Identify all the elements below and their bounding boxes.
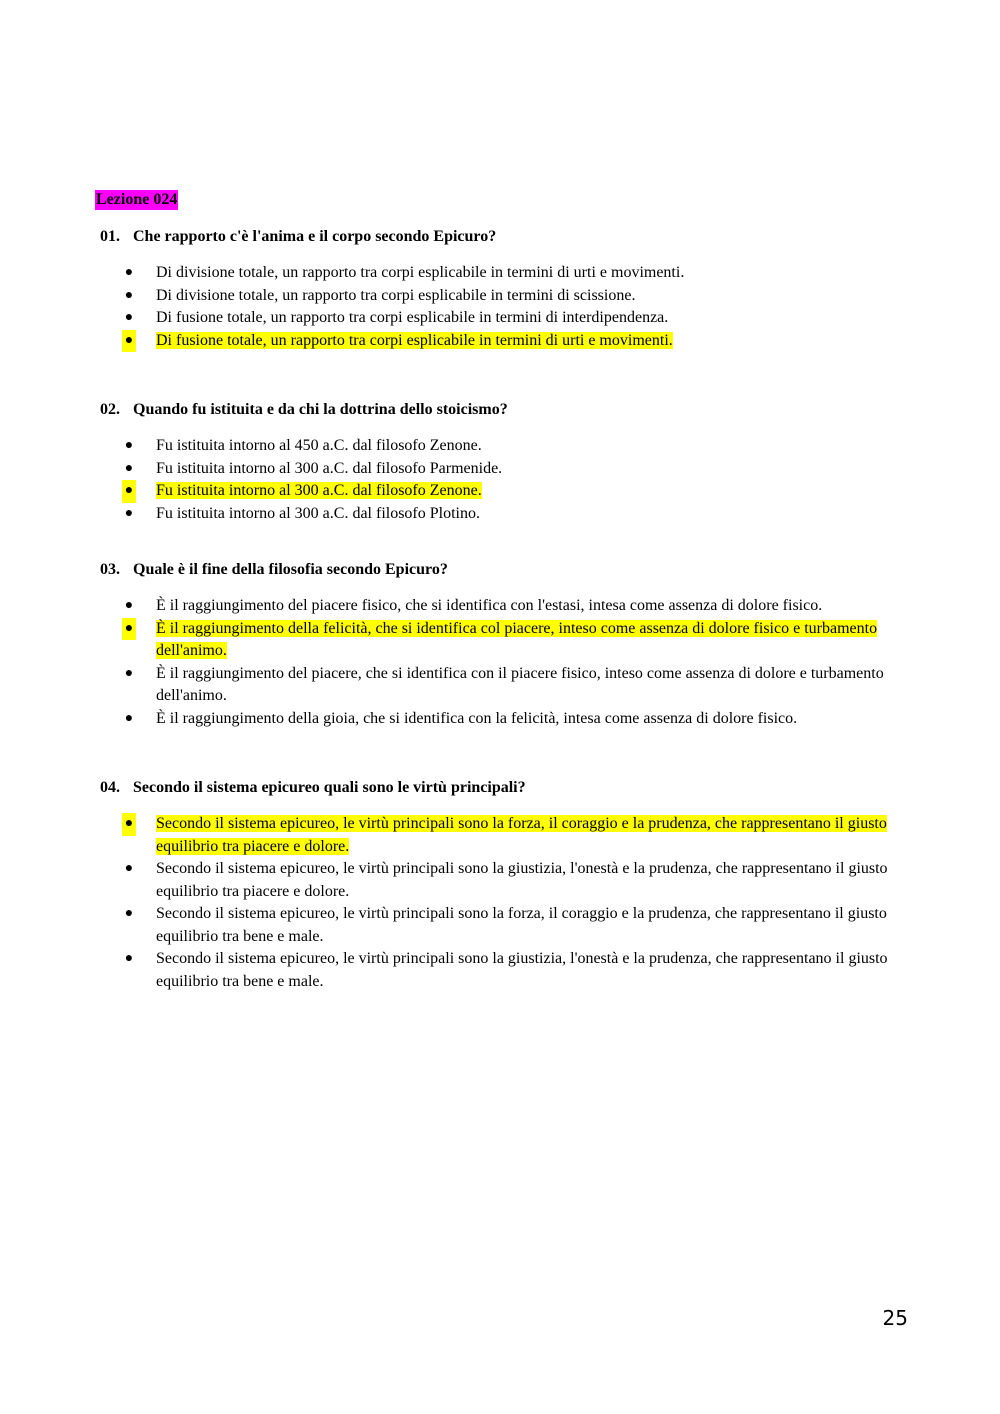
answer-item: [100, 503, 890, 526]
bullet-icon: ●: [122, 330, 136, 353]
question-block: [100, 399, 890, 525]
answer-item: [100, 307, 890, 330]
bullet-icon: ●: [124, 906, 134, 921]
bullet-icon: ●: [124, 598, 134, 613]
page-number: 25: [882, 1306, 908, 1330]
answer-list: [100, 813, 890, 993]
question-number: 01.: [100, 228, 120, 245]
answer-text: Di fusione totale, un rapporto tra corpi esplicabile in termini di interdipendenza.: [156, 309, 669, 326]
question-block: [100, 559, 890, 730]
question-text: Secondo il sistema epicureo quali sono le virtù principali?: [133, 779, 526, 796]
bullet-icon: ●: [122, 480, 136, 503]
question-title: [100, 559, 890, 581]
bullet-icon: ●: [124, 710, 134, 726]
bullet-icon: ●: [124, 438, 134, 453]
answer-item: [100, 458, 890, 481]
answer-item-correct: [100, 480, 890, 503]
bullet-icon: ●: [122, 813, 136, 836]
answer-item: [100, 903, 890, 948]
answer-text: Secondo il sistema epicureo, le virtù principali sono la giustizia, l'onestà e la prudenza, che rappresentano il giusto equilibrio tra piacere e dolore.: [156, 860, 888, 900]
answer-text: Di divisione totale, un rapporto tra corpi esplicabile in termini di urti e movimenti.: [156, 264, 685, 281]
bullet-icon: ●: [122, 618, 136, 641]
answer-text: Fu istituita intorno al 300 a.C. dal filosofo Plotino.: [156, 504, 480, 522]
answer-item: [100, 262, 890, 285]
bullet-icon: ●: [124, 665, 134, 681]
answer-text: Fu istituita intorno al 300 a.C. dal filosofo Zenone.: [156, 482, 482, 499]
bullet-icon: ●: [124, 460, 134, 476]
question-number: 04.: [100, 779, 120, 796]
answer-item: [100, 948, 890, 993]
bullet-icon: ●: [124, 951, 134, 966]
bullet-icon: ●: [124, 505, 134, 521]
question-title: [100, 226, 890, 248]
answer-item: [100, 708, 890, 731]
answer-text: È il raggiungimento della gioia, che si identifica con la felicità, intesa come assenza di dolore fisico.: [156, 709, 798, 727]
question-text: Che rapporto c'è l'anima e il corpo secondo Epicuro?: [133, 228, 497, 245]
answer-list: [100, 262, 890, 352]
answer-item-correct: [100, 618, 890, 663]
answer-item-correct: [100, 330, 890, 353]
question-title: [100, 777, 890, 799]
bullet-icon: ●: [124, 265, 134, 280]
answer-item: [100, 285, 890, 308]
answer-item: [100, 435, 890, 458]
answer-text: Secondo il sistema epicureo, le virtù principali sono la giustizia, l'onestà e la prudenza, che rappresentano il giusto equilibrio tra bene e male.: [156, 950, 888, 990]
answer-list: [100, 595, 890, 730]
question-number: 02.: [100, 401, 120, 418]
question-text: Quale è il fine della filosofia secondo Epicuro?: [133, 561, 448, 578]
question-number: 03.: [100, 561, 120, 578]
answer-item: [100, 858, 890, 903]
answer-text: È il raggiungimento della felicità, che si identifica col piacere, inteso come assenza di dolore fisico e turbamento dell'animo.: [156, 619, 878, 659]
answer-text: Fu istituita intorno al 300 a.C. dal filosofo Parmenide.: [156, 459, 503, 477]
bullet-icon: ●: [124, 861, 134, 876]
answer-list: [100, 435, 890, 525]
answer-item: [100, 663, 890, 708]
answer-text: Secondo il sistema epicureo, le virtù principali sono la forza, il coraggio e la prudenza, che rappresentano il giusto equilibrio tra piacere e dolore.: [156, 815, 887, 855]
answer-text: È il raggiungimento del piacere, che si identifica con il piacere fisico, inteso come assenza di dolore e turbamento dell'animo.: [156, 664, 884, 704]
question-title: [100, 399, 890, 421]
question-text: Quando fu istituita e da chi la dottrina dello stoicismo?: [133, 401, 508, 418]
question-block: [100, 777, 890, 993]
answer-text: Di fusione totale, un rapporto tra corpi esplicabile in termini di urti e movimenti.: [156, 331, 673, 349]
bullet-icon: ●: [124, 287, 134, 303]
lesson-heading: Lezione 024: [96, 191, 178, 208]
answer-text: Fu istituita intorno al 450 a.C. dal filosofo Zenone.: [156, 437, 482, 454]
answer-item: [100, 595, 890, 618]
question-block: [100, 226, 890, 352]
bullet-icon: ●: [124, 310, 134, 325]
answer-text: È il raggiungimento del piacere fisico, che si identifica con l'estasi, intesa come assenza di dolore fisico.: [156, 597, 823, 614]
answer-text: Secondo il sistema epicureo, le virtù principali sono la forza, il coraggio e la prudenza, che rappresentano il giusto equilibrio tra bene e male.: [156, 905, 887, 945]
answer-text: Di divisione totale, un rapporto tra corpi esplicabile in termini di scissione.: [156, 286, 636, 304]
answer-item-correct: [100, 813, 890, 858]
